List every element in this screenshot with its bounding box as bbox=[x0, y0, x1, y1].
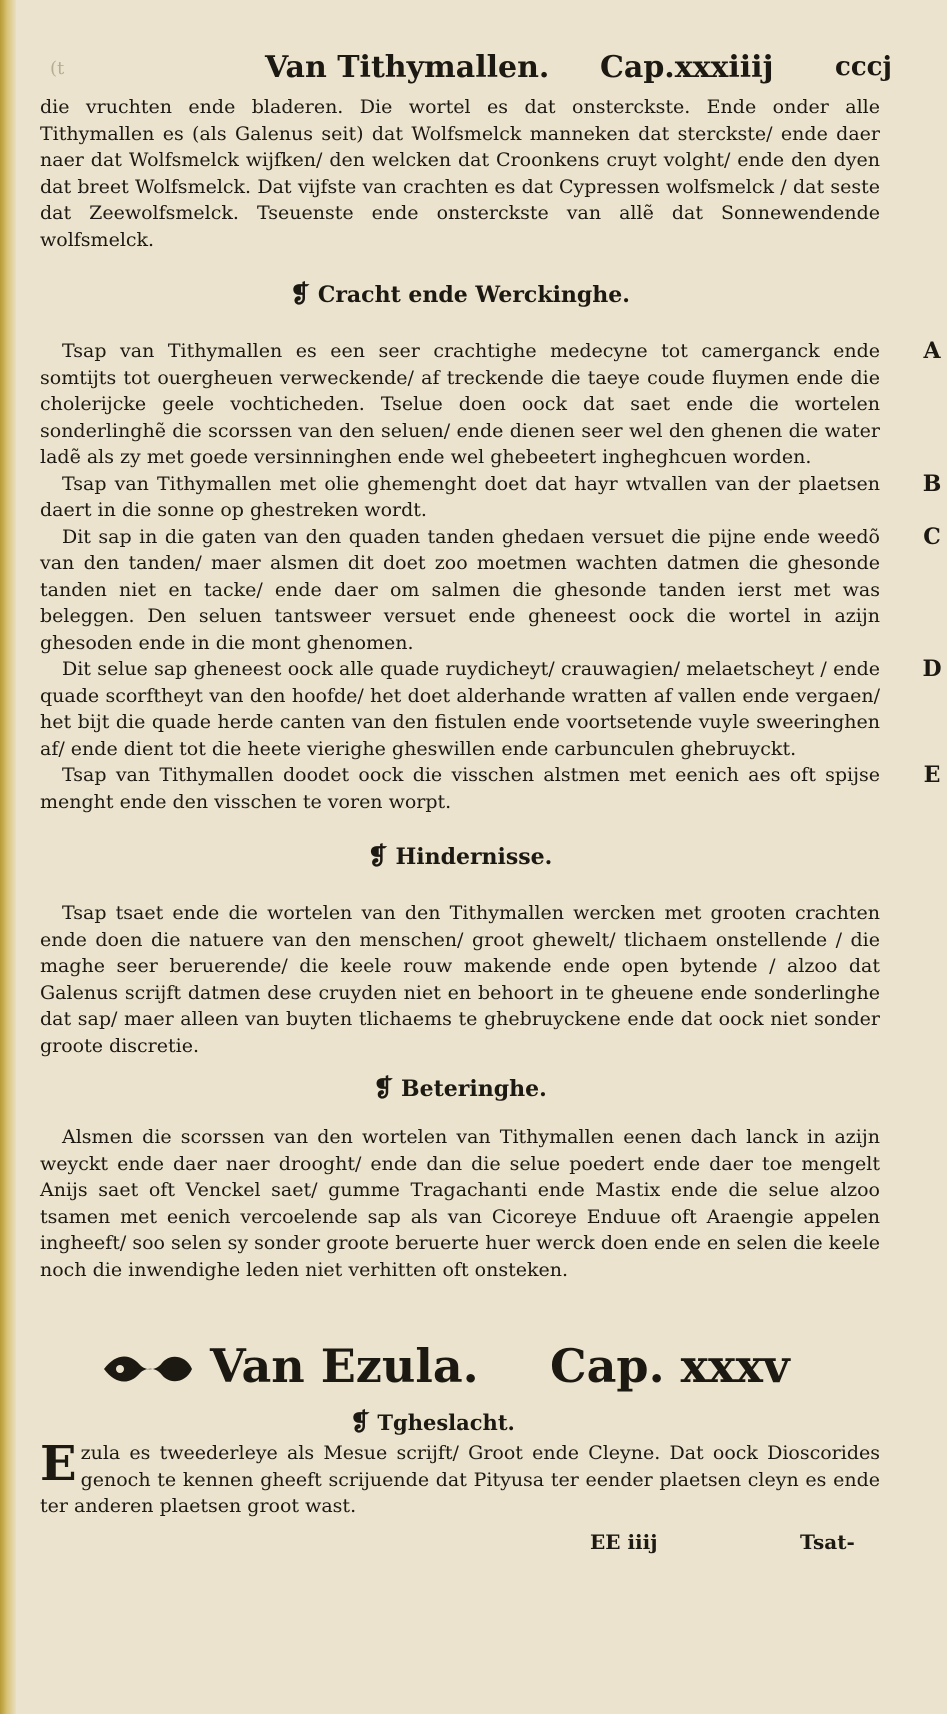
ezula-text: zula es tweederleye als Mesue scrijft/ Groot ende Cleyne. Dat oock Dioscorides genoch te kennen gheeft scrijuende dat Pityusa ter eender plaetsen cleyn es ende ter anderen plaetsen groot wast. bbox=[40, 1442, 880, 1517]
intro-paragraph: die vruchten ende bladeren. Die wortel es dat onsterckste. Ende onder alle Tithymallen es (als Galenus seit) dat Wolfsmelck manneken dat sterckste/ ende daer naer dat Wolfsmelck wijfken/ den welcken dat Croonkens cruyt volght/ ende den dyen dat breet Wolfsmelck. Dat vijfste van crachten es dat Cypressen wolfsmelck / dat seste dat Zeewolfsmelck. Tseuenste ende onsterckste van allẽ dat Sonnewendende wolfsmelck. bbox=[40, 96, 880, 251]
ezula-paragraph bbox=[40, 1436, 880, 1520]
margin-letter: E bbox=[923, 762, 941, 788]
section-heading-beteringhe bbox=[40, 1073, 880, 1102]
hindernisse-paragraph: Tsap tsaet ende die wortelen van den Tithymallen wercken met grooten crachten ende doen die natuere van den menschen/ groot ghewelt/ tlichaem onstellende / die maghe seer beruerende/ die keele rouw makende ende open bytende / alzoo dat Galenus scrijft datmen dese cruyden niet en behoort in te gheuene ende sonderlinghe dat sap/ maer alleen van buyten tlichaems te ghebruyckene ende dat oock niet sonder groote discretie. bbox=[40, 902, 880, 1057]
catchword: Tsat- bbox=[800, 1529, 855, 1554]
chapter-number: Cap.xxxiiij bbox=[600, 50, 774, 85]
chapter-title bbox=[40, 1339, 895, 1403]
pilcrow-icon: ❡ bbox=[290, 279, 311, 308]
margin-letter: B bbox=[922, 470, 942, 497]
paragraph-text: Dit sap in die gaten van den quaden tanden ghedaen versuet die pijne ende weedõ van den tanden/ maer alsmen dit doet zoo moetmen wachten datmen die ghesonde tanden niet en tacke/ ende daer om salmen die ghesonde tanden ierst met was beleggen. Den seluen tantsweer versuet ende gheneest oock die wortel in azijn ghesoden ende in die mont ghenomen. bbox=[40, 525, 880, 654]
paragraph-b bbox=[40, 470, 942, 524]
folio-number: cccj bbox=[835, 52, 892, 82]
section-heading-label: Cracht ende Werckinghe. bbox=[317, 282, 630, 308]
paragraph-c bbox=[40, 523, 941, 657]
page-gutter bbox=[0, 0, 16, 1714]
section-heading-label: Hindernisse. bbox=[395, 844, 553, 870]
paragraph-text: Dit selue sap gheneest oock alle quade ruydicheyt/ crauwagien/ melaetscheyt / ende quade scorftheyt van den hoofde/ het doet alderhande wratten af vallen ende vergaen/ het bijt die quade herde canten van den fistulen ende voortsetende vuyle sweeringhen af/ ende dient tot die heete vierighe gheswillen ende carbunculen ghebruyckt. bbox=[40, 658, 880, 760]
running-header bbox=[40, 46, 895, 94]
book-page bbox=[40, 46, 942, 1570]
margin-letter: D bbox=[922, 656, 942, 682]
paragraph-text: Tsap van Tithymallen es een seer crachtighe medecyne tot camerganck ende somtijts tot ouergheuen verweckende/ af treckende die taeye coude fluymen ende die cholerijcke geele vochticheden. Tselue doen oock dat saet ende die wortelen sonderlinghẽ die scorssen van den seluen/ ende dienen seer wel den ghenen die water ladẽ als zy met goede versinninghen ende wel ghebeetert ingheghcuen worden. bbox=[40, 340, 880, 468]
subheading-label: Tgheslacht. bbox=[377, 1410, 515, 1435]
margin-letter: C bbox=[923, 523, 941, 550]
header-stray-text: (t bbox=[50, 58, 65, 79]
paragraph-text: Tsap van Tithymallen met olie ghemenght doet dat hayr wtvallen van der plaetsen daert in die sonne op ghestreken wordt. bbox=[40, 472, 880, 521]
signature-mark: EE iiij bbox=[590, 1529, 658, 1554]
section-heading-label: Beteringhe. bbox=[401, 1076, 547, 1102]
drop-cap: E bbox=[40, 1436, 77, 1492]
chapter-title-text: Van Ezula. bbox=[210, 1339, 479, 1393]
paragraph-e bbox=[40, 762, 941, 815]
chapter-title-number: Cap. xxxv bbox=[550, 1339, 790, 1393]
pilcrow-icon: ❡ bbox=[350, 1407, 371, 1436]
beteringhe-paragraph: Alsmen die scorssen van den wortelen van Tithymallen eenen dach lanck in azijn weyckt ende daer naer drooght/ ende dan die selue poedert ende daer toe mengelt Anijs saet oft Venckel saet/ gumme Tragachanti ende Mastix ende die selue alzoo tsamen met eenich vercoelende sap als van Cicoreye Enduue oft Araengie appelen ingheeft/ soo selen sy sonder groote beruerte huer werck doen ende en selen die keele noch die inwendighe leden niet verhitten oft onsteken. bbox=[40, 1126, 880, 1281]
pilcrow-icon: ❡ bbox=[373, 1073, 394, 1102]
pilcrow-icon: ❡ bbox=[367, 841, 388, 870]
fleuron-icon bbox=[100, 1347, 196, 1391]
page-footer bbox=[40, 1530, 895, 1570]
running-title: Van Tithymallen. bbox=[265, 50, 550, 85]
section-heading-kracht bbox=[40, 279, 880, 308]
paragraph-d bbox=[40, 656, 942, 762]
section-heading-hindernisse bbox=[40, 841, 880, 870]
subheading bbox=[350, 1407, 895, 1436]
paragraph-text: Tsap van Tithymallen doodet oock die visschen alstmen met eenich aes oft spijse menght ende den visschen te voren worpt. bbox=[40, 764, 880, 813]
paragraph-a bbox=[40, 338, 941, 471]
margin-letter: A bbox=[923, 338, 941, 364]
